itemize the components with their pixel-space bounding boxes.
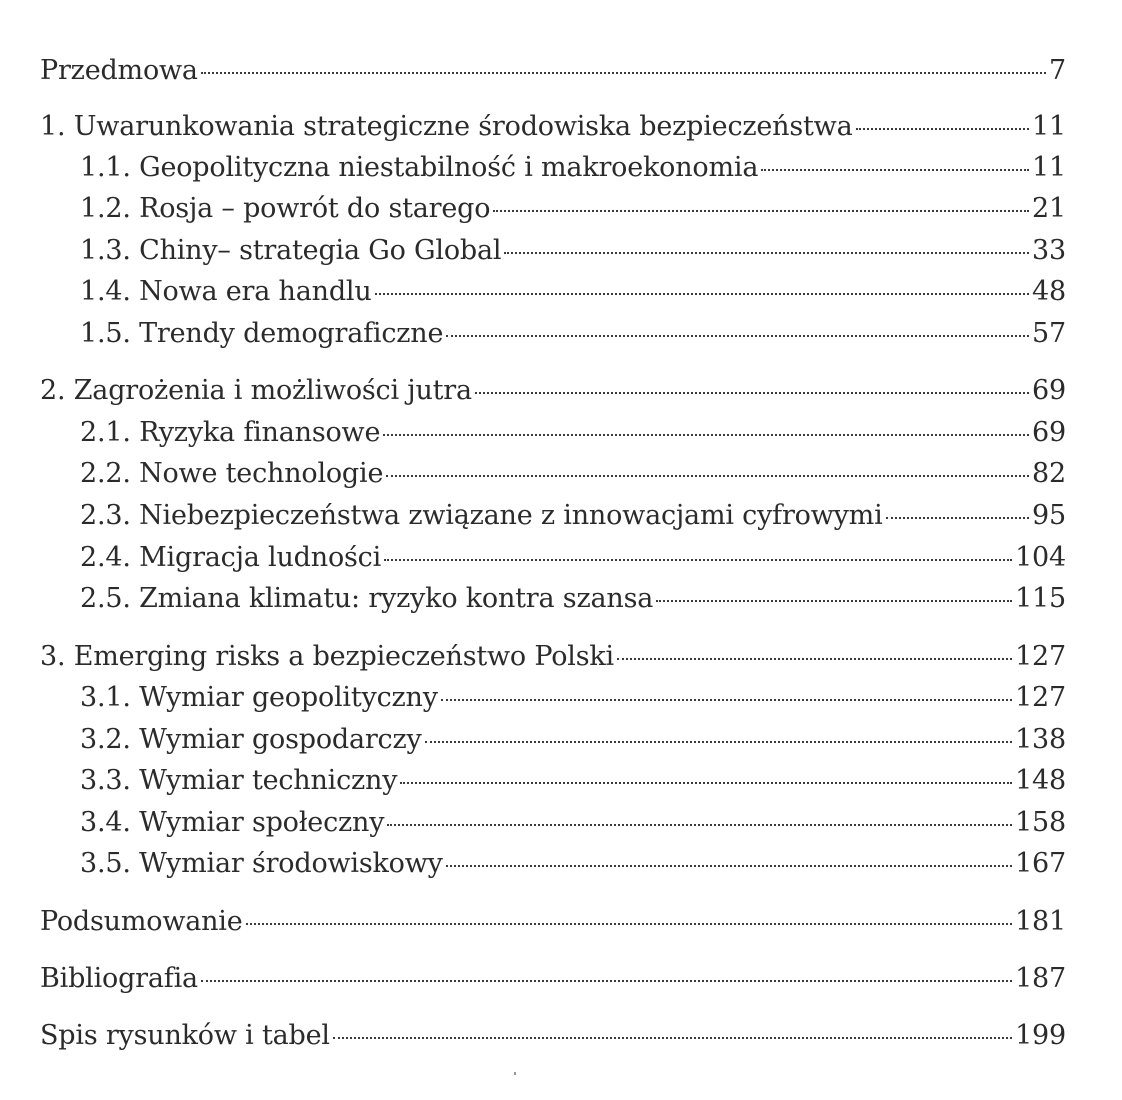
toc-title: 2.2. Nowe technologie [80, 458, 384, 489]
toc-entry-1-4 [80, 275, 1066, 309]
dot-leader [387, 824, 1012, 826]
dot-leader [201, 72, 1046, 74]
toc-title: 3.5. Wymiar środowiskowy [80, 848, 443, 879]
toc-page-number: 11 [1032, 152, 1066, 183]
toc-page-number: 104 [1015, 542, 1066, 573]
dot-leader [886, 517, 1030, 519]
toc-entry-chapter-1 [40, 110, 1066, 144]
dot-leader [446, 335, 1029, 337]
dot-leader [201, 980, 1012, 982]
toc-page-number: 127 [1015, 682, 1066, 713]
toc-entry-chapter-3 [40, 640, 1066, 674]
toc-entry-przedmowa [40, 54, 1066, 88]
toc-entry-3-3 [80, 764, 1066, 798]
dot-leader [656, 600, 1012, 602]
toc-title: Przedmowa [40, 55, 198, 86]
toc-entry-spis-rysunkow [40, 1019, 1066, 1053]
toc-entry-2-5 [80, 582, 1066, 616]
toc-title: 3.2. Wymiar gospodarczy [80, 724, 422, 755]
toc-entry-1-2 [80, 192, 1066, 226]
dot-leader [400, 782, 1012, 784]
toc-entry-3-4 [80, 806, 1066, 840]
toc-title: 1.5. Trendy demograficzne [80, 318, 444, 349]
toc-entry-1-5 [80, 317, 1066, 351]
toc-page-number: 69 [1032, 375, 1066, 406]
dot-leader [617, 658, 1012, 660]
toc-page-number: 167 [1015, 848, 1066, 879]
toc-page-number: 138 [1015, 724, 1066, 755]
toc-title: 1.1. Geopolityczna niestabilność i makroekonomia [80, 152, 759, 183]
toc-page-number: 158 [1015, 807, 1066, 838]
toc-page-number: 115 [1015, 583, 1066, 614]
dot-leader [441, 699, 1012, 701]
toc-page-number: 69 [1032, 417, 1066, 448]
dot-leader [446, 865, 1012, 867]
toc-title: 1.3. Chiny– strategia Go Global [80, 235, 502, 266]
toc-entry-bibliografia [40, 962, 1066, 996]
dot-leader [856, 128, 1030, 130]
toc-entry-2-1 [80, 416, 1066, 450]
toc-page-number: 21 [1032, 193, 1066, 224]
toc-page-number: 127 [1015, 641, 1066, 672]
toc-title: Podsumowanie [40, 906, 243, 937]
toc-page-number: 48 [1032, 276, 1066, 307]
toc-title: 2.5. Zmiana klimatu: ryzyko kontra szansa [80, 583, 654, 614]
dot-leader [375, 293, 1030, 295]
toc-title: Spis rysunków i tabel [40, 1020, 330, 1051]
toc-page-number: 11 [1032, 111, 1066, 142]
dot-leader [504, 252, 1029, 254]
toc-entry-1-1 [80, 151, 1066, 185]
toc-title: 2.3. Niebezpieczeństwa związane z innowacjami cyfrowymi [80, 500, 883, 531]
toc-title: 3. Emerging risks a bezpieczeństwo Polski [40, 641, 614, 672]
toc-entry-2-4 [80, 541, 1066, 575]
toc-page-number: 7 [1049, 55, 1066, 86]
dot-leader [761, 169, 1029, 171]
dot-leader [246, 923, 1013, 925]
dot-leader [475, 392, 1029, 394]
toc-page-number: 148 [1015, 765, 1066, 796]
toc-title: 2. Zagrożenia i możliwości jutra [40, 375, 472, 406]
toc-title: 2.4. Migracja ludności [80, 542, 382, 573]
toc-entry-2-3 [80, 499, 1066, 533]
table-of-contents [40, 0, 1066, 1100]
dot-leader [493, 210, 1029, 212]
toc-entry-1-3 [80, 234, 1066, 268]
dot-leader [386, 475, 1029, 477]
toc-page-number: 181 [1015, 906, 1066, 937]
dot-leader [425, 741, 1013, 743]
dot-leader [383, 434, 1029, 436]
toc-page-number: 199 [1015, 1020, 1066, 1051]
toc-entry-chapter-2 [40, 374, 1066, 408]
dot-leader [384, 559, 1012, 561]
scan-speck [514, 1072, 516, 1075]
toc-entry-3-5 [80, 847, 1066, 881]
toc-title: 1.2. Rosja – powrót do starego [80, 193, 491, 224]
toc-title: 3.3. Wymiar techniczny [80, 765, 398, 796]
toc-page-number: 33 [1032, 235, 1066, 266]
toc-entry-3-2 [80, 723, 1066, 757]
toc-title: 2.1. Ryzyka finansowe [80, 417, 381, 448]
dot-leader [333, 1037, 1012, 1039]
toc-entry-3-1 [80, 681, 1066, 715]
toc-page-number: 82 [1032, 458, 1066, 489]
toc-title: Bibliografia [40, 963, 198, 994]
toc-title: 3.1. Wymiar geopolityczny [80, 682, 438, 713]
toc-entry-podsumowanie [40, 905, 1066, 939]
toc-page-number: 57 [1032, 318, 1066, 349]
toc-title: 3.4. Wymiar społeczny [80, 807, 385, 838]
toc-page-number: 95 [1032, 500, 1066, 531]
toc-title: 1. Uwarunkowania strategiczne środowiska bezpieczeństwa [40, 111, 853, 142]
toc-title: 1.4. Nowa era handlu [80, 276, 372, 307]
toc-entry-2-2 [80, 457, 1066, 491]
toc-page-number: 187 [1015, 963, 1066, 994]
